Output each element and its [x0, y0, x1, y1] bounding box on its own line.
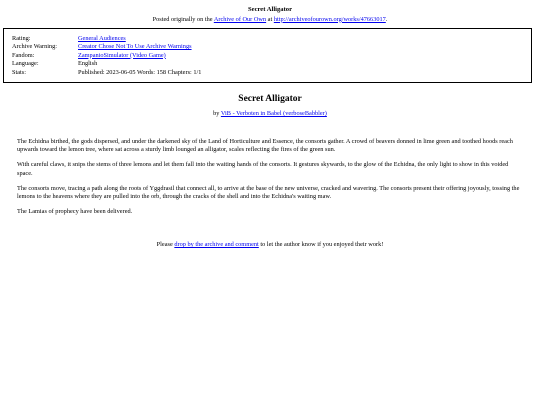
- stats-value: Published: 2023-06-05 Words: 158 Chapters: 1/1: [78, 68, 202, 76]
- rating-link[interactable]: General Audiences: [78, 35, 126, 42]
- author-link[interactable]: ViB - Verboten in Babel (verboseBabbler): [220, 110, 327, 117]
- fandom-link[interactable]: ZampanioSimulator (Video Game): [78, 51, 166, 59]
- paragraph-2: With careful claws, it snips the stems of three lemons and let them fall into the waiting hands of the consorts. It gestures skywards, to the glow of the Echidna, the only light to show in this voided space.: [17, 161, 509, 177]
- language-label: Language:: [12, 60, 39, 68]
- footer-note: [0, 241, 540, 249]
- stats-row: [12, 69, 531, 77]
- posted-prefix: Posted originally on the: [152, 15, 214, 23]
- posted-suffix: .: [385, 15, 388, 23]
- paragraph-1: The Echidna birthed, the gods dispersed, and under the darkened sky of the Land of Horticulture and Essence, the consorts gather. A crowd of beavers donned in lime green and toothed hoods reach upwards toward the lemon tree, where sat across a sturdy limb lounged an alligator, scales reflecting the fires of the green sun.: [17, 138, 513, 154]
- posted-mid: at: [266, 15, 274, 23]
- posted-line: [0, 16, 540, 24]
- work-url-link[interactable]: http://archiveofourown.org/works/47663017: [273, 15, 386, 23]
- warning-label: Archive Warning:: [12, 43, 58, 51]
- archive-link[interactable]: Archive of Our Own: [213, 15, 267, 23]
- fandom-label: Fandom:: [12, 51, 35, 59]
- comment-link[interactable]: drop by the archive and comment: [174, 241, 259, 248]
- language-value: English: [78, 60, 98, 68]
- rating-label: Rating:: [12, 35, 31, 42]
- work-body: [17, 138, 522, 223]
- work-title: Secret Alligator: [238, 94, 302, 104]
- warning-link[interactable]: Creator Chose Not To Use Archive Warnings: [78, 43, 192, 51]
- language-row: [12, 60, 531, 68]
- byline: [0, 110, 540, 118]
- warning-row: [12, 43, 531, 51]
- stats-label: Stats:: [12, 68, 26, 76]
- paragraph-4: The Lamias of prophecy have been delivered.: [17, 208, 133, 216]
- byline-prefix: by: [213, 110, 221, 117]
- page-header: [0, 0, 540, 24]
- paragraph-3: The consorts move, tracing a path along the roots of Yggdrasil that connect all, to arrive at the base of the new universe, cracked and wavering. The consorts present their offering joyously, tossing the lemons to the heavens where they are pulled into the orb, through the cracks of the shell and into the Echidna's waiting maw.: [17, 184, 520, 200]
- footer-prefix: Please: [156, 241, 175, 248]
- rating-row: [12, 35, 531, 43]
- fandom-row: [12, 52, 531, 60]
- header-title: Secret Alligator: [247, 6, 292, 13]
- footer-suffix: to let the author know if you enjoyed their work!: [258, 241, 384, 248]
- metadata-box: [3, 28, 532, 83]
